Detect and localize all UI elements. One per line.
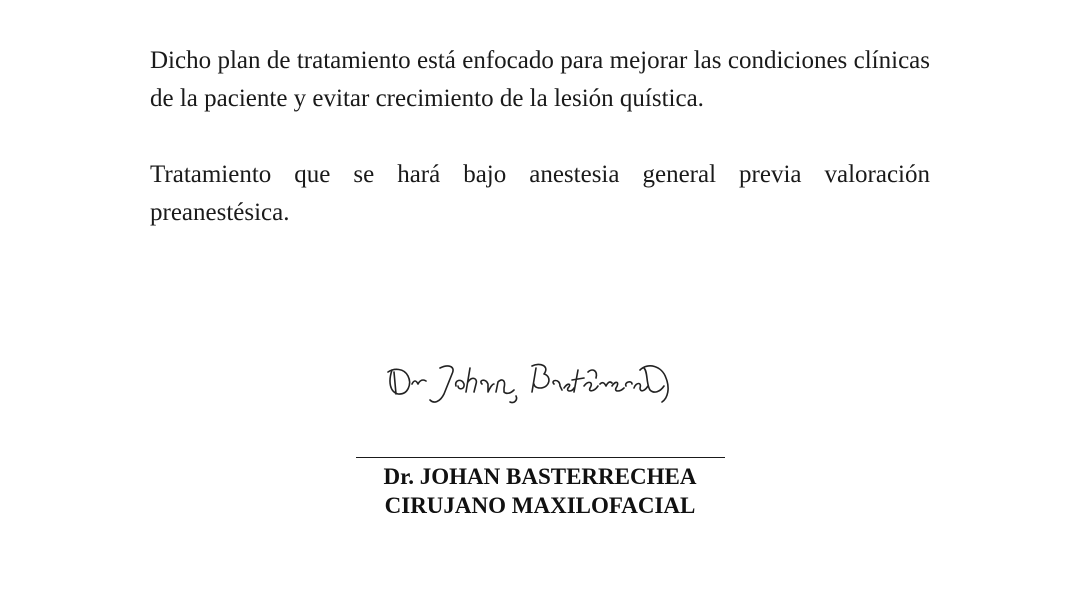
paragraph-anesthesia: Tratamiento que se hará bajo anestesia general previa valoración preanestésica. bbox=[150, 161, 930, 226]
signature-line bbox=[356, 457, 725, 458]
signer-title: CIRUJANO MAXILOFACIAL bbox=[384, 493, 696, 518]
signature-block bbox=[330, 462, 750, 520]
paragraph-treatment-plan: Dicho plan de tratamiento está enfocado para mejorar las condiciones clínicas de la paciente y evitar crecimiento de la lesión quística. bbox=[150, 47, 930, 112]
signer-name: Dr. JOHAN BASTERRECHEA bbox=[383, 464, 697, 489]
handwritten-signature bbox=[378, 348, 678, 418]
